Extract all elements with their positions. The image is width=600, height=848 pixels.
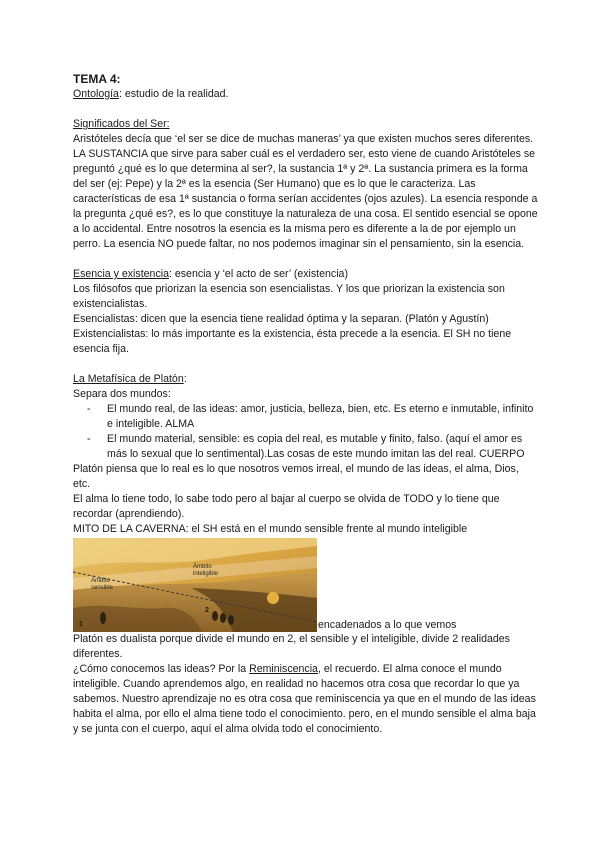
bullet-dash: - <box>87 403 91 415</box>
ontologia-term: Ontología <box>73 88 119 100</box>
esencia-line-2: Esencialistas: dicen que la esencia tiene realidad óptima y la separan. (Platón y Agustín) <box>73 313 489 325</box>
esencia-heading: Esencia y existencia <box>73 268 169 280</box>
ontologia-line <box>73 87 538 102</box>
fire <box>267 592 279 604</box>
image-label-right-1: Ámbito <box>193 564 212 570</box>
image-label-left-2: sensible <box>91 585 114 591</box>
image-label-left-1: Ámbito <box>91 578 110 584</box>
page-title: TEMA 4: <box>73 72 121 86</box>
platon-dualista-paragraph: Platón es dualista porque divide el mundo en 2, el sensible y el inteligible, divide 2 realidades diferentes. <box>73 633 510 660</box>
cave-illustration <box>73 538 317 632</box>
worlds-list <box>73 402 538 462</box>
cave-allegory-image <box>73 538 317 632</box>
separa-line: Separa dos mundos: <box>73 388 171 400</box>
world-real-text: : amor, justicia, belleza, bien, etc. Es eterno e inmutable, infinito e inteligible. ALMA <box>107 403 534 430</box>
image-number-2: 2 <box>205 607 209 614</box>
esencia-line-1: Los filósofos que priorizan la esencia son esencialistas. Y los que priorizan la existencia son existencialistas. <box>73 283 505 310</box>
world-sensible-text: : es copia del real, es mutable y finito, falso. (aquí el amor es más lo sexual que lo sentimental).Las cosas de este mundo imitan las del real. CUERPO <box>107 433 525 460</box>
platon-paragraph-1: Platón piensa que lo real es lo que nosotros vemos irreal, el mundo de las ideas, el alma, Dios, etc. <box>73 463 519 490</box>
image-label-right-2: inteligible <box>193 571 219 577</box>
list-item <box>73 432 538 462</box>
list-item <box>73 402 538 432</box>
metafisica-heading-rest: : <box>183 373 187 385</box>
metafisica-heading-line <box>73 372 538 387</box>
esencia-line-3: Existencialistas: lo más importante es la existencia, ésta precede a la esencia. El SH no tiene esencia fija. <box>73 328 512 355</box>
ontologia-definition: : estudio de la realidad. <box>118 88 229 100</box>
esencia-heading-rest: : esencia y ‘el acto de ser’ (existencia) <box>168 268 348 280</box>
image-caption: encadenados a lo que vemos <box>318 619 457 631</box>
world-sensible-term: El mundo material, sensible <box>107 433 238 445</box>
bullet-dash: - <box>87 433 91 445</box>
reminiscencia-after: , el recuerdo. El alma conoce el mundo inteligible. Cuando aprendemos algo, en realidad no hacemos otra cosa que recordar lo que ya sabemos. Nuestro aprendizaje no es otra cosa que reminiscencia ya que en el mundo de las ideas habita el alma, por ello el alma tiene todo el conocimiento. pero, en el mundo sensible el alma baja y se junta con el cuerpo, aquí el alma olvida todo el conocimiento. <box>73 663 536 735</box>
platon-paragraph-2: El alma lo tiene todo, lo sabe todo pero al bajar al cuerpo se olvida de TODO y lo tiene que recordar (aprendiendo). <box>73 493 500 520</box>
image-number-1: 1 <box>79 621 83 628</box>
significados-heading: Significados del Ser: <box>73 118 170 130</box>
esencia-heading-line <box>73 267 538 282</box>
metafisica-heading: La Metafísica de Platón <box>73 373 184 385</box>
reminiscencia-term: Reminiscencia <box>249 663 318 675</box>
significados-paragraph: Aristóteles decía que ‘el ser se dice de muchas maneras’ ya que existen muchos seres diferentes. LA SUSTANCIA que sirve para saber cuál es el verdadero ser, esto viene de cuando Aristóteles se preguntó ¿qué es lo que determina al ser?, la sustancia 1ª y 2ª. La sustancia primera es la forma del ser (ej: Pepe) y la 2ª es la esencia (Ser Humano) que es lo que le caracteriza. Las características de esa 1ª sustancia o forma serían accidentes (ojos azules). La esencia responde a la pregunta ¿qué es?, es lo que constituye la naturaleza de una cosa. El sentido esencial se opone a lo accidental. Entre nosotros la esencia es la misma pero es diferente a la de por ejemplo un perro. La esencia NO puede faltar, no nos podemos imaginar sin el pensamiento, sin la esencia. <box>73 133 538 250</box>
reminiscencia-paragraph <box>73 662 538 737</box>
mito-caverna-line: MITO DE LA CAVERNA: el SH está en el mundo sensible frente al mundo inteligible <box>73 523 468 535</box>
world-real-term: El mundo real, de las ideas <box>107 403 235 415</box>
reminiscencia-before: ¿Cómo conocemos las ideas? Por la <box>73 663 250 675</box>
document-body <box>73 72 538 737</box>
cave-image-row <box>73 538 538 632</box>
